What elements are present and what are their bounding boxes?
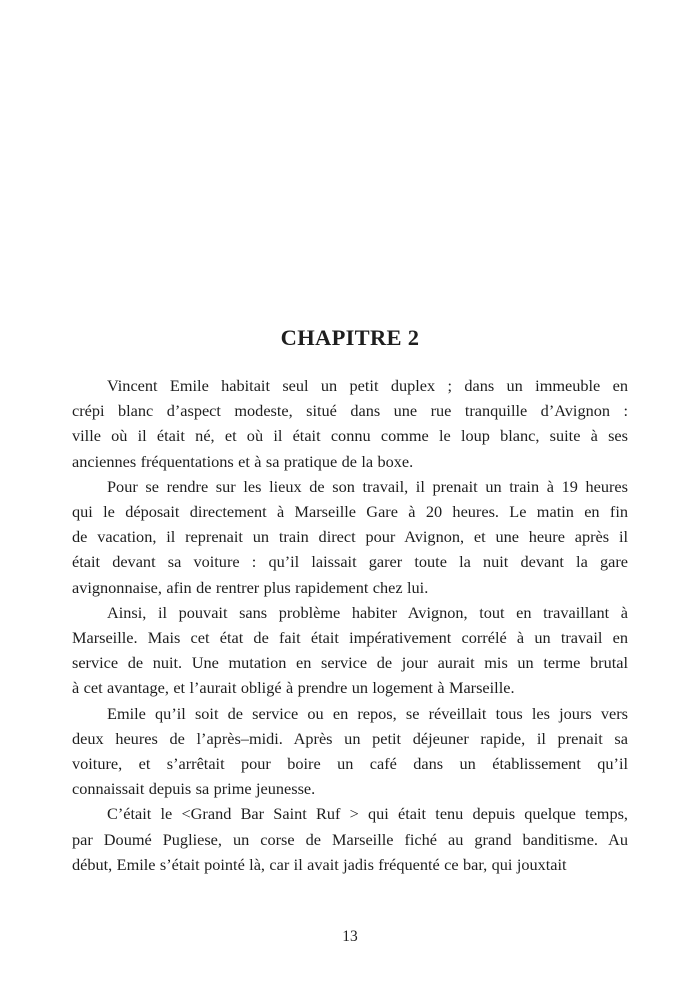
text-line: début, Emile s’était pointé là, car il avait jadis fréquenté ce bar, qui jouxtait [72, 854, 567, 874]
text-body [72, 373, 628, 877]
text-line: voiture, et s’arrêtait pour boire un café dans un établissement qu’il [72, 754, 628, 774]
text-line: service de nuit. Une mutation en service de jour aurait mis un terme brutal [72, 653, 628, 673]
page-number: 13 [342, 928, 358, 945]
text-line: connaissait depuis sa prime jeunesse. [72, 779, 316, 799]
text-line: deux heures de l’après–midi. Après un petit déjeuner rapide, il prenait sa [72, 728, 628, 748]
text-line: de vacation, il reprenait un train direct pour Avignon, et une heure après il [72, 527, 628, 547]
paragraph [72, 801, 628, 877]
paragraph [72, 701, 628, 802]
chapter-title: CHAPITRE 2 [280, 325, 420, 350]
text-line: Vincent Emile habitait seul un petit duplex ; dans un immeuble en [107, 376, 628, 395]
text-line: qui le déposait directement à Marseille Gare à 20 heures. Le matin en fin [72, 502, 628, 522]
text-line: ville où il était né, et où il était connu comme le loup blanc, suite à ses [72, 426, 628, 446]
text-line: C’était le <Grand Bar Saint Ruf > qui était tenu depuis quelque temps, [107, 804, 628, 824]
text-line: Marseille. Mais cet état de fait était impérativement corrélé à un travail en [72, 628, 628, 648]
paragraph [72, 474, 628, 600]
text-line: crépi blanc d’aspect modeste, situé dans une rue tranquille d’Avignon : [72, 401, 628, 421]
paragraph [72, 373, 628, 474]
text-line: Ainsi, il pouvait sans problème habiter Avignon, tout en travaillant à [107, 602, 628, 622]
text-line: était devant sa voiture : qu’il laissait garer toute la nuit devant la gare [72, 552, 628, 572]
text-line: Pour se rendre sur les lieux de son travail, il prenait un train à 19 heures [107, 476, 628, 496]
paragraph [72, 600, 628, 701]
text-line: à cet avantage, et l’aurait obligé à prendre un logement à Marseille. [72, 678, 515, 698]
text-line: Emile qu’il soit de service ou en repos, se réveillait tous les jours vers [107, 703, 628, 723]
text-line: par Doumé Pugliese, un corse de Marseille fiché au grand banditisme. Au [72, 829, 628, 849]
text-line: anciennes fréquentations et à sa pratique de la boxe. [72, 451, 414, 471]
text-line: avignonnaise, afin de rentrer plus rapidement chez lui. [72, 577, 429, 597]
